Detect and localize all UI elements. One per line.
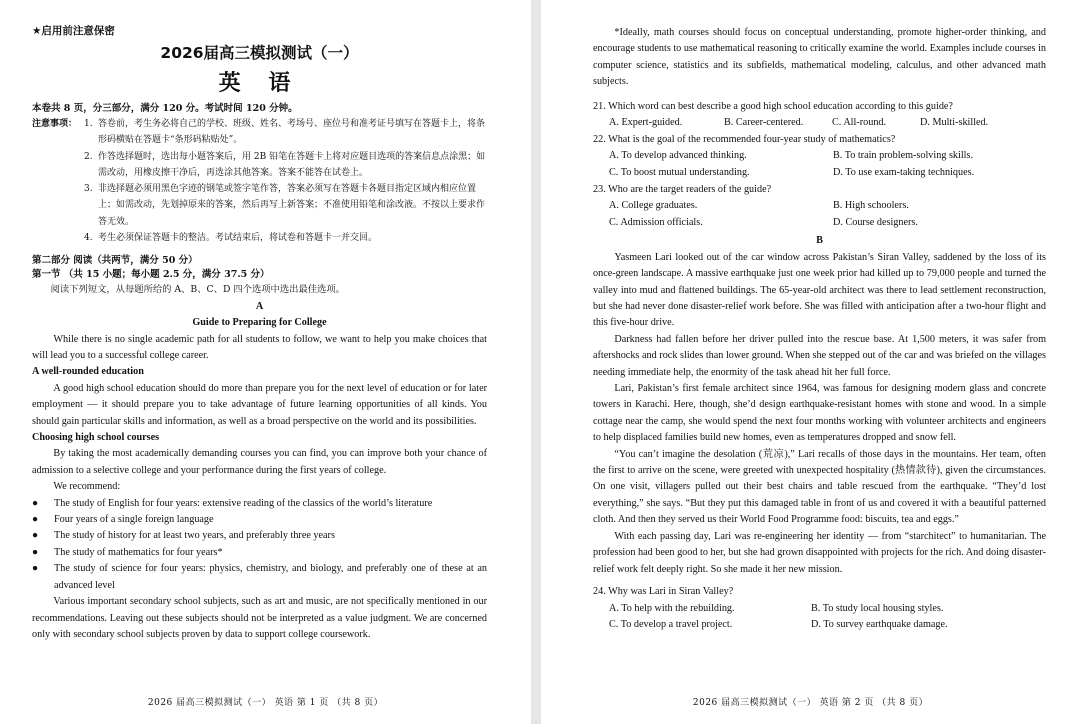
passage-a-title: Guide to Preparing for College (192, 317, 327, 329)
recommend-label: We recommend: (53, 481, 121, 493)
section1-title: 第一节 （共 15 小题；每小题 2.5 分，满分 37.5 分） (32, 269, 270, 281)
option-d[interactable]: D. To use exam-taking techniques. (833, 167, 975, 178)
notice-item: 2. 作答选择题时，选出每小题答案后，用 2B 铅笔在答题卡上将对应题目选项的答案信息点涂黑；如需改动，用橡皮擦干净后，再选涂其他答案。答案不能答在试卷上。 (84, 151, 486, 178)
passage-a-letter: A (255, 300, 264, 312)
option-a[interactable]: A. To develop advanced thinking. (609, 150, 747, 162)
passage-b-letter: B (816, 235, 823, 247)
option-d[interactable]: D. To survey earthquake damage. (811, 619, 948, 631)
page-footer: 2026 届高三模拟测试（一） 英语 第 1 页 （共 8 页） (147, 698, 384, 708)
subheading-well-rounded: A well-rounded education (32, 366, 144, 378)
bullet-icon: ● (32, 546, 39, 558)
passage-a-paragraph: By taking the most academically demanding courses you can find, you can improve both your chance of admission to a selective college and your performance during the first years of college. (32, 448, 487, 476)
question-22 (593, 132, 1046, 182)
bullet-icon: ● (32, 563, 39, 575)
option-a[interactable]: A. To help with the rebuilding. (609, 602, 735, 614)
bullet-icon: ● (32, 530, 39, 542)
list-item: ● The study of mathematics for four years* (32, 545, 487, 561)
option-d[interactable]: D. Multi-skilled. (920, 117, 989, 129)
option-b[interactable]: B. Career-centered. (724, 117, 804, 129)
option-b[interactable]: B. To train problem-solving skills. (833, 150, 974, 162)
question-stem: 23. Who are the target readers of the guide? (593, 183, 772, 195)
passage-a-paragraph: Various important secondary school subjects, such as art and music, are not specifically mentioned in our recommendations. Leaving out these subjects should not be interpreted as a value judgment. We are concerned only with secondary school subjects proven by data to support college coursework. (32, 596, 487, 640)
page-2-content (593, 25, 1046, 634)
part2-title: 第二部分 阅读（共两节，满分 50 分） (32, 255, 198, 267)
option-group (593, 115, 1046, 132)
question-21 (593, 99, 1046, 132)
question-stem: 22. What is the goal of the recommended four-year study of mathematics? (593, 133, 896, 145)
passage-b-paragraph: With each passing day, Lari was re-engineering her identity — from “starchitect” to humanitarian. The profession had been good to her, but she had grown disappointed with projects for the rich. And doing disaster-relief work felt deeply right. So she made it her new mission. (593, 530, 1046, 575)
bullet-icon: ● (32, 514, 39, 526)
list-item: ● The study of history for at least two years, and preferably three years (32, 528, 487, 544)
option-b[interactable]: B. To study local housing styles. (811, 602, 944, 614)
passage-a-intro: While there is no single academic path for all students to follow, we want to help you make choices that will lead you to a successful college career. (32, 333, 487, 361)
exam-title: 2026届高三模拟测试（一） (160, 44, 359, 62)
option-c[interactable]: C. To develop a travel project. (609, 619, 733, 631)
option-c[interactable]: C. To boost mutual understanding. (609, 167, 750, 178)
confidential-label: ★启用前注意保密 (32, 25, 115, 37)
notice-item: 3. 非选择题必须用黑色字迹的钢笔或签字笔作答，答案必须写在答题卡各题目指定区域内相应位置上；如需改动，先划掉原来的答案，然后再写上新答案；不准使用铅笔和涂改液。不按以上要求作答无效。 (84, 184, 486, 227)
notice-item: 1. 答卷前，考生务必将自己的学校、班级、姓名、考场号、座位号和准考证号填写在答题卡上，将条形码横贴在答题卡“条形码粘贴处”。 (84, 119, 486, 146)
option-group (593, 198, 1046, 231)
passage-b-paragraph: Darkness had fallen before her driver pulled into the rescue base. At 1,500 meters, it was safer from aftershocks and rock slides than lower ground. When she stepped out of the car and was briefed on the villages needing immediate help, the enormity of the task ahead hit her full force. (593, 333, 1046, 378)
subject-title: 英 语 (218, 70, 301, 96)
list-item: ● The study of English for four years: extensive reading of the classics of the world’s literature (32, 496, 487, 512)
option-c[interactable]: C. Admission officials. (609, 216, 703, 228)
notice-item: 4. 考生必须保证答题卡的整洁。考试结束后，将试卷和答题卡一并交回。 (84, 233, 378, 244)
passage-b-paragraph: Lari, Pakistan’s first female architect since 1964, was famous for designing modern glass and concrete towers in Karachi. Here, though, she’d design earthquake-resistant homes with stone and wood. In a simple cottage near the camp, she would spend the next four months working with volunteer architects and engineers to help displaced families build new homes, even as temperatures dropped and snow fell. (593, 383, 1046, 444)
notice-label: 注意事项： (32, 119, 78, 129)
option-group (593, 148, 1046, 181)
passage-a-paragraph: A good high school education should do more than prepare you for the next level of education or for later employment — it should prepare you to take advantage of future learning opportunities of all kinds. You should gain particular skills and information, as well as a broad perspective on the world and its possibilities. (32, 382, 487, 427)
notice-list (84, 116, 487, 246)
notice-block (32, 116, 487, 246)
page-1-content (32, 24, 487, 643)
question-23 (593, 182, 1046, 232)
option-a[interactable]: A. College graduates. (609, 200, 698, 212)
option-group (593, 601, 1046, 634)
option-a[interactable]: A. Expert-guided. (609, 117, 683, 129)
recommendation-list (32, 496, 487, 594)
question-24 (593, 584, 1046, 634)
exam-info: 本卷共 8 页，分三部分，满分 120 分。考试时间 120 分钟。 (32, 103, 298, 114)
list-item: ● Four years of a single foreign language (32, 512, 487, 528)
question-stem: 24. Why was Lari in Siran Valley? (593, 585, 734, 597)
exam-page-1 (0, 0, 531, 724)
reading-instruction: 阅读下列短文，从每题所给的 A、B、C、D 四个选项中选出最佳选项。 (50, 284, 345, 296)
exam-page-2 (541, 0, 1080, 724)
bullet-icon: ● (32, 497, 39, 509)
list-item: ● The study of science for four years: physics, chemistry, and biology, and preferably one of these at an advanced level (32, 563, 487, 591)
passage-b-paragraph: Yasmeen Lari looked out of the car window across Pakistan’s Siran Valley, saddened by the loss of its once-green landscape. A massive earthquake just one week prior had killed up to 79,000 people and turned the valley into mud and flattened buildings. The 65-year-old architect was there to lead settlement reconstruction, but she had never done disaster-relief work before. She was filled with anticipation after a two-hour flight and this five-hour drive. (593, 251, 1046, 329)
passage-b-paragraph: “You can’t imagine the desolation (荒凉),” Lari recalls of those days in the mountains. Her team, often the first to arrive on the scene, were greeted with unexpected hospitality (热情款待), given the circumstances. On one visit, villagers pulled out their best chairs and table rescued from the earthquake. “They’d lost everything,” she says. “But they put this damaged table in front of us and covered it with a beautiful patterned cloth. And then they served us their World Food Programme food: biscuits, tea and eggs.” (593, 448, 1046, 526)
option-b[interactable]: B. High schoolers. (833, 200, 909, 212)
page-footer: 2026 届高三模拟测试（一） 英语 第 2 页 （共 8 页） (692, 698, 929, 708)
question-stem: 21. Which word can best describe a good high school education according to this guide? (593, 100, 953, 112)
subheading-courses: Choosing high school courses (32, 432, 160, 444)
option-c[interactable]: C. All-round. (832, 117, 887, 129)
option-d[interactable]: D. Course designers. (833, 216, 918, 228)
math-footnote: *Ideally, math courses should focus on conceptual understanding, promote higher-order thinking, and encourage students to use mathematical reasoning to critically examine the world. Examples include courses in computer science, statistics and its subfields, mathematical modeling, calculus, and other advanced math subjects. (593, 27, 1046, 88)
